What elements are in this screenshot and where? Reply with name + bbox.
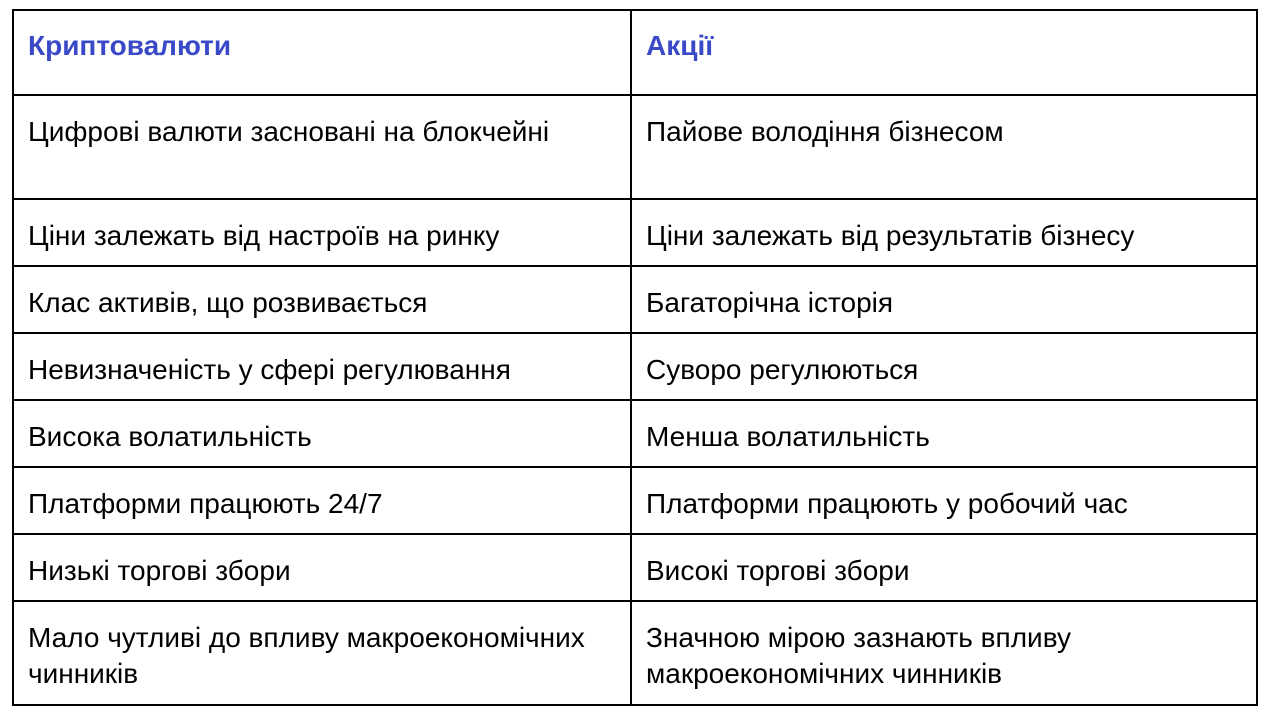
header-stocks: Акції [631, 10, 1257, 95]
cell-stocks: Суворо регулюються [631, 333, 1257, 400]
table-row [13, 266, 1257, 333]
cell-crypto: Мало чутливі до впливу макроекономічних чинників [13, 601, 631, 705]
header-crypto: Криптовалюти [13, 10, 631, 95]
cell-stocks: Значною мірою зазнають впливу макроекономічних чинників [631, 601, 1257, 705]
cell-crypto: Висока волатильність [13, 400, 631, 467]
table-row [13, 95, 1257, 199]
table-row [13, 601, 1257, 705]
cell-crypto: Невизначеність у сфері регулювання [13, 333, 631, 400]
table-row [13, 199, 1257, 266]
cell-stocks: Менша волатильність [631, 400, 1257, 467]
cell-stocks: Високі торгові збори [631, 534, 1257, 601]
cell-crypto: Клас активів, що розвивається [13, 266, 631, 333]
cell-stocks: Платформи працюють у робочий час [631, 467, 1257, 534]
cell-crypto: Цифрові валюти засновані на блокчейні [13, 95, 631, 199]
comparison-table-container [12, 9, 1258, 706]
cell-crypto: Низькі торгові збори [13, 534, 631, 601]
comparison-table [12, 9, 1258, 706]
cell-stocks: Ціни залежать від результатів бізнесу [631, 199, 1257, 266]
cell-stocks: Пайове володіння бізнесом [631, 95, 1257, 199]
cell-crypto: Ціни залежать від настроїв на ринку [13, 199, 631, 266]
table-row [13, 467, 1257, 534]
cell-stocks: Багаторічна історія [631, 266, 1257, 333]
cell-crypto: Платформи працюють 24/7 [13, 467, 631, 534]
table-row [13, 333, 1257, 400]
table-header-row [13, 10, 1257, 95]
table-row [13, 534, 1257, 601]
table-row [13, 400, 1257, 467]
